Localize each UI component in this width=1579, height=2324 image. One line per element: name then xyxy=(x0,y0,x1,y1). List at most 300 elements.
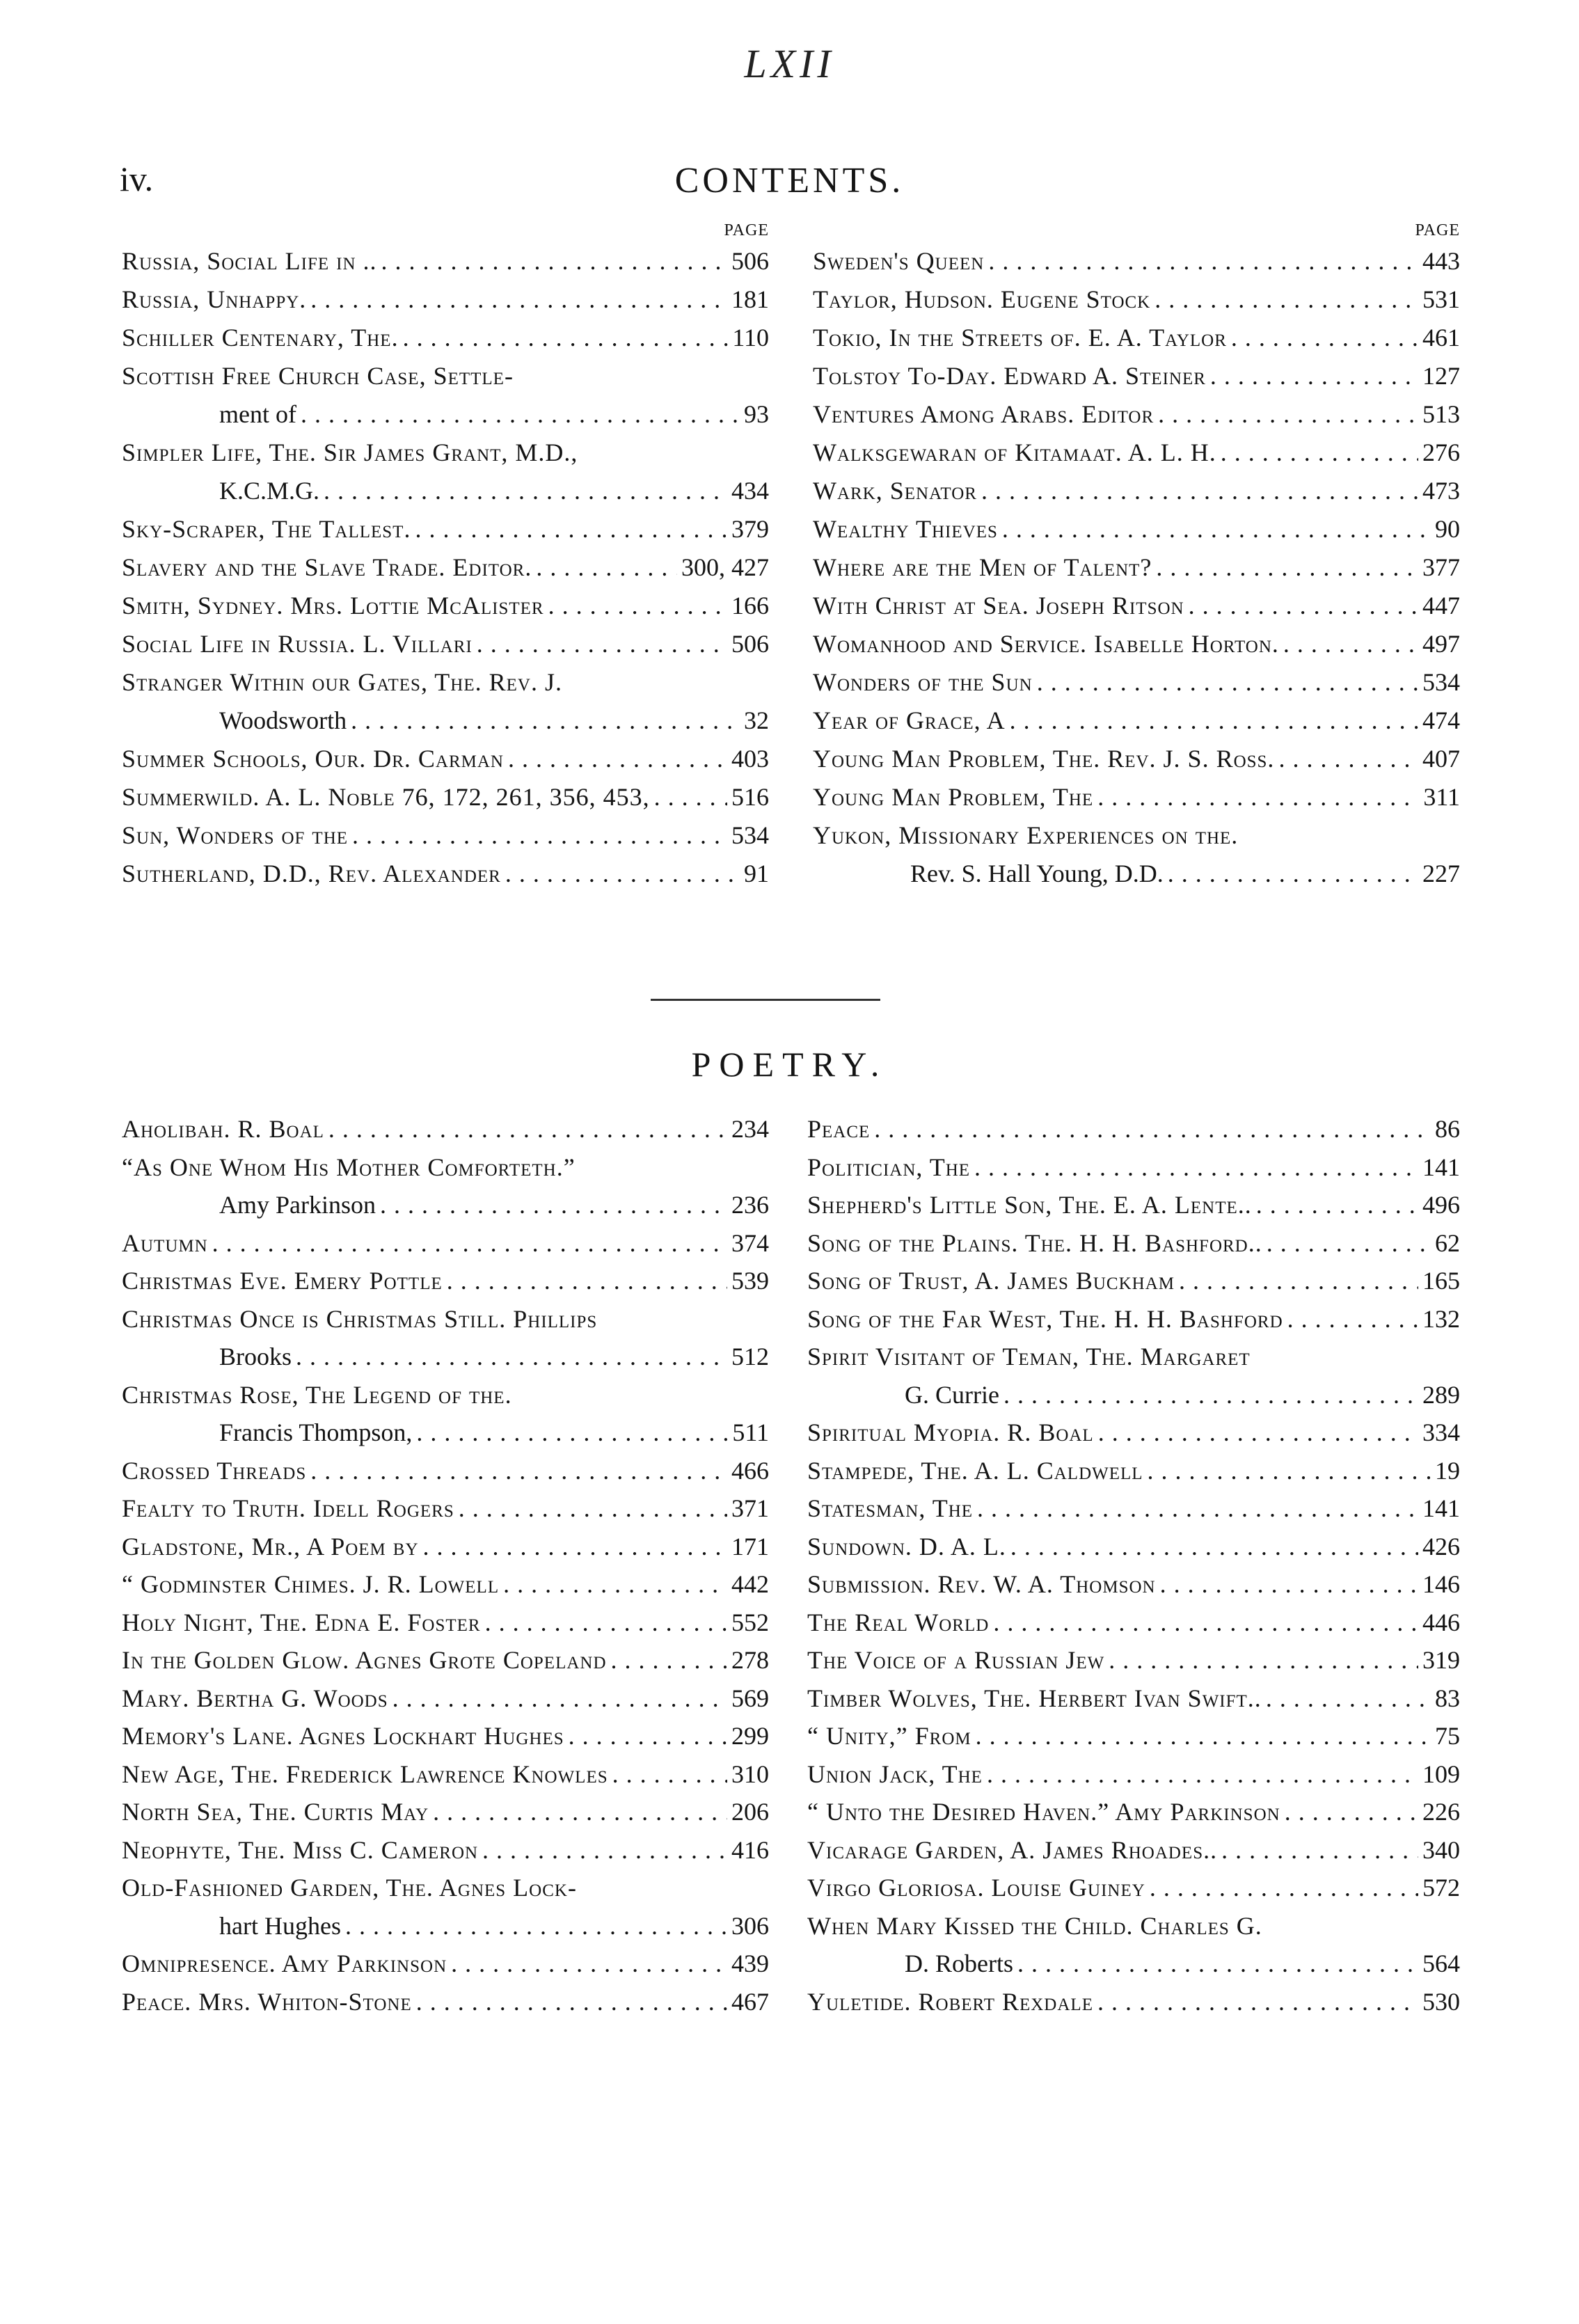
dot-leader xyxy=(1097,1983,1418,2021)
toc-entry-title: Summerwild. A. L. Noble 76, 172, 261, 356, 453, xyxy=(122,783,650,811)
toc-entry xyxy=(813,778,1460,816)
dot-leader xyxy=(380,1186,727,1224)
toc-entry-page: 371 xyxy=(731,1494,769,1522)
dot-leader xyxy=(1155,280,1418,319)
toc-entry-page: 146 xyxy=(1422,1570,1460,1598)
dot-leader xyxy=(548,587,727,625)
toc-entry-page: 141 xyxy=(1422,1153,1460,1181)
dot-leader xyxy=(874,1110,1431,1148)
toc-entry-page: 496 xyxy=(1422,1191,1460,1219)
toc-entry xyxy=(122,1793,769,1831)
toc-entry-title: Francis Thompson, xyxy=(219,1418,413,1446)
toc-entry xyxy=(807,1983,1460,2021)
page-number: iv. xyxy=(120,159,154,198)
dot-leader xyxy=(1109,1641,1418,1679)
toc-entry xyxy=(807,1793,1460,1831)
toc-entry xyxy=(807,1641,1460,1679)
toc-entry xyxy=(122,319,769,357)
toc-entry-title: Timber Wolves, The. Herbert Ivan Swift.. xyxy=(807,1684,1262,1712)
toc-entry-page: 93 xyxy=(744,400,769,428)
toc-entry-heading: Christmas Rose, The Legend of the. xyxy=(122,1380,512,1409)
toc-entry-title: Wark, Senator xyxy=(813,477,977,505)
toc-entry xyxy=(122,855,769,893)
toc-entry xyxy=(122,1565,769,1604)
toc-entry-heading: Stranger Within our Gates, The. Rev. J. xyxy=(122,668,562,696)
toc-entry xyxy=(807,1679,1460,1718)
toc-entry-title: G. Currie xyxy=(905,1380,999,1409)
dot-leader xyxy=(1210,357,1418,395)
toc-entry-title: Sun, Wonders of the xyxy=(122,821,349,849)
toc-entry xyxy=(122,1831,769,1870)
toc-entry-title: Sweden's Queen xyxy=(813,247,985,275)
dot-leader xyxy=(310,280,727,319)
dot-leader xyxy=(1158,395,1418,434)
dot-leader xyxy=(212,1224,727,1263)
dot-leader xyxy=(1231,319,1418,357)
page-column-label: PAGE xyxy=(1415,221,1460,239)
toc-entry-page: 531 xyxy=(1422,285,1460,313)
toc-entry-title: The Real World xyxy=(807,1608,990,1636)
toc-entry-page: 377 xyxy=(1422,553,1460,581)
toc-entry-page: 75 xyxy=(1435,1722,1460,1750)
toc-entry xyxy=(813,625,1460,663)
toc-entry-title: Sky-Scraper, The Tallest. xyxy=(122,515,411,543)
toc-entry-title: Politician, The xyxy=(807,1153,971,1181)
dot-leader xyxy=(1221,434,1418,472)
toc-entry-heading: Scottish Free Church Case, Settle- xyxy=(122,362,514,390)
toc-entry xyxy=(807,1907,1460,1983)
dot-leader xyxy=(403,319,729,357)
dot-leader xyxy=(1221,1831,1418,1870)
dot-leader xyxy=(1283,625,1418,663)
toc-entry xyxy=(122,587,769,625)
dot-leader xyxy=(569,1717,727,1755)
toc-entry-title: Omnipresence. Amy Parkinson xyxy=(122,1950,447,1977)
toc-entry xyxy=(122,625,769,663)
toc-entry-page: 513 xyxy=(1422,400,1460,428)
toc-entry-page: 497 xyxy=(1422,630,1460,658)
toc-entry-page: 442 xyxy=(731,1570,769,1598)
toc-entry-page: 311 xyxy=(1423,783,1460,811)
dot-leader xyxy=(974,1148,1418,1187)
toc-entry-title: Where are the Men of Talent? xyxy=(813,553,1152,581)
toc-entry xyxy=(122,1755,769,1794)
toc-entry-title: ment of xyxy=(219,400,296,428)
toc-entry-page: 511 xyxy=(732,1418,769,1446)
toc-entry-page: 171 xyxy=(731,1532,769,1560)
toc-entry xyxy=(122,1679,769,1718)
toc-entry-title: Memory's Lane. Agnes Lockhart Hughes xyxy=(122,1722,564,1750)
toc-entry xyxy=(807,1224,1460,1263)
toc-entry-title: Union Jack, The xyxy=(807,1760,983,1788)
dot-leader xyxy=(1003,1376,1418,1414)
toc-entry-page: 516 xyxy=(731,783,769,811)
toc-entry-title: Summer Schools, Our. Dr. Carman xyxy=(122,745,504,773)
poetry-right-column xyxy=(807,1110,1460,2021)
toc-entry xyxy=(807,1869,1460,1907)
toc-entry xyxy=(122,1945,769,1983)
poetry-left-column xyxy=(122,1110,769,2021)
dot-leader xyxy=(423,1528,728,1566)
toc-entry xyxy=(807,1338,1460,1414)
toc-entry-title: Smith, Sydney. Mrs. Lottie McAlister xyxy=(122,592,544,619)
toc-entry xyxy=(807,1565,1460,1604)
dot-leader xyxy=(1267,1224,1431,1263)
toc-entry-page: 474 xyxy=(1422,706,1460,734)
toc-entry-title: K.C.M.G. xyxy=(219,477,320,505)
toc-entry xyxy=(122,1262,769,1300)
toc-entry-heading: Simpler Life, The. Sir James Grant, M.D., xyxy=(122,438,578,466)
dot-leader xyxy=(1168,855,1418,893)
toc-entry xyxy=(813,472,1460,510)
dot-leader xyxy=(301,395,740,434)
dot-leader xyxy=(1156,548,1418,587)
toc-entry-title: Ventures Among Arabs. Editor xyxy=(813,400,1155,428)
toc-entry-title: Gladstone, Mr., A Poem by xyxy=(122,1532,419,1560)
dot-leader xyxy=(416,1983,727,2021)
toc-entry xyxy=(122,1869,769,1945)
toc-entry xyxy=(813,242,1460,280)
dot-leader xyxy=(612,1755,727,1794)
toc-entry xyxy=(122,510,769,548)
toc-entry xyxy=(807,1186,1460,1224)
toc-entry xyxy=(807,1300,1460,1338)
toc-entry-page: 512 xyxy=(731,1343,769,1370)
toc-entry-page: 236 xyxy=(731,1191,769,1219)
toc-entry-page: 234 xyxy=(731,1115,769,1143)
toc-entry-page: 226 xyxy=(1422,1798,1460,1826)
dot-leader xyxy=(505,855,740,893)
toc-entry xyxy=(122,1452,769,1490)
toc-entry-title: “ Unto the Desired Haven.” Amy Parkinson xyxy=(807,1798,1280,1826)
toc-entry-title: New Age, The. Frederick Lawrence Knowles xyxy=(122,1760,608,1788)
toc-entry-heading: Christmas Once is Christmas Still. Phillips xyxy=(122,1304,598,1333)
dot-leader xyxy=(352,816,727,855)
prose-right-list xyxy=(813,242,1460,893)
dot-leader xyxy=(416,1414,728,1452)
toc-entry-page: 461 xyxy=(1422,324,1460,351)
toc-entry xyxy=(813,510,1460,548)
dot-leader xyxy=(1179,1262,1418,1300)
toc-entry xyxy=(122,1300,769,1376)
toc-entry xyxy=(807,1604,1460,1642)
dot-leader xyxy=(536,548,677,587)
toc-entry xyxy=(807,1110,1460,1148)
toc-entry-page: 299 xyxy=(731,1722,769,1750)
toc-entry-title: Slavery and the Slave Trade. Editor. xyxy=(122,553,532,581)
toc-entry-page: 466 xyxy=(731,1456,769,1485)
dot-leader xyxy=(381,242,727,280)
toc-entry xyxy=(122,434,769,510)
toc-entry-page: 83 xyxy=(1435,1684,1460,1712)
dot-leader xyxy=(351,702,740,740)
toc-entry-title: Crossed Threads xyxy=(122,1456,307,1485)
dot-leader xyxy=(459,1489,727,1528)
page-title: CONTENTS. xyxy=(674,161,905,200)
toc-entry xyxy=(122,740,769,778)
toc-entry-page: 166 xyxy=(731,592,769,619)
toc-entry xyxy=(807,1528,1460,1566)
toc-entry xyxy=(122,1528,769,1566)
toc-entry-page: 534 xyxy=(1422,668,1460,696)
toc-entry-title: Schiller Centenary, The. xyxy=(122,324,399,351)
toc-entry-page: 467 xyxy=(731,1987,769,2016)
toc-entry-title: Social Life in Russia. L. Villari xyxy=(122,630,473,658)
toc-entry xyxy=(807,1148,1460,1187)
toc-entry-title: Young Man Problem, The xyxy=(813,783,1094,811)
toc-entry xyxy=(813,434,1460,472)
dot-leader xyxy=(485,1604,727,1642)
dot-leader xyxy=(976,1717,1431,1755)
toc-entry-title: Autumn xyxy=(122,1228,208,1257)
toc-entry-title: Russia, Unhappy. xyxy=(122,285,307,313)
dot-leader xyxy=(1002,510,1431,548)
toc-entry-page: 206 xyxy=(731,1798,769,1826)
page-column-label: PAGE xyxy=(724,221,769,239)
toc-entry-title: hart Hughes xyxy=(219,1911,341,1940)
toc-entry-page: 506 xyxy=(731,630,769,658)
toc-entry-title: Brooks xyxy=(219,1343,292,1370)
poetry-right-list xyxy=(807,1110,1460,2021)
toc-entry xyxy=(122,1641,769,1679)
toc-entry xyxy=(807,1831,1460,1870)
dot-leader xyxy=(981,472,1418,510)
toc-entry-page: 310 xyxy=(731,1760,769,1788)
dot-leader xyxy=(1097,778,1419,816)
toc-entry-page: 276 xyxy=(1422,438,1460,466)
toc-entry-title: Christmas Eve. Emery Pottle xyxy=(122,1267,443,1295)
toc-entry-page: 306 xyxy=(731,1911,769,1940)
dot-leader xyxy=(508,740,727,778)
toc-entry-page: 19 xyxy=(1435,1456,1460,1485)
dot-leader xyxy=(1160,1565,1418,1604)
toc-entry xyxy=(122,663,769,740)
dot-leader xyxy=(310,1452,727,1490)
toc-entry-page: 530 xyxy=(1422,1987,1460,2016)
toc-entry-title: Rev. S. Hall Young, D.D. xyxy=(910,860,1164,887)
toc-entry-page: 110 xyxy=(732,324,769,351)
toc-entry-page: 539 xyxy=(731,1267,769,1295)
toc-entry xyxy=(122,280,769,319)
dot-leader xyxy=(988,242,1418,280)
toc-entry xyxy=(813,663,1460,702)
toc-entry-page: 90 xyxy=(1435,515,1460,543)
dot-leader xyxy=(477,625,727,663)
toc-entry-page: 572 xyxy=(1422,1874,1460,1902)
toc-entry-title: Russia, Social Life in .. xyxy=(122,247,377,275)
toc-entry xyxy=(122,778,769,816)
toc-entry xyxy=(813,740,1460,778)
toc-entry xyxy=(813,357,1460,395)
toc-entry-title: Submission. Rev. W. A. Thomson xyxy=(807,1570,1156,1598)
toc-entry-title: Peace. Mrs. Whiton-Stone xyxy=(122,1987,412,2016)
toc-entry-title: Holy Night, The. Edna E. Foster xyxy=(122,1608,481,1636)
toc-entry xyxy=(122,1224,769,1263)
toc-entry-page: 473 xyxy=(1422,477,1460,505)
toc-entry xyxy=(807,1262,1460,1300)
dot-leader xyxy=(345,1907,727,1945)
toc-entry-title: Tolstoy To-Day. Edward A. Steiner xyxy=(813,362,1206,390)
dot-leader xyxy=(503,1565,727,1604)
dot-leader xyxy=(1285,1793,1418,1831)
toc-entry xyxy=(122,1489,769,1528)
prose-left-list xyxy=(122,242,769,893)
dot-leader xyxy=(415,510,727,548)
toc-entry-title: Mary. Bertha G. Woods xyxy=(122,1684,388,1712)
toc-entry-title: Spiritual Myopia. R. Boal xyxy=(807,1418,1094,1446)
toc-entry xyxy=(122,357,769,434)
dot-leader xyxy=(392,1679,727,1718)
dot-leader xyxy=(987,1755,1418,1794)
dot-leader xyxy=(1189,587,1418,625)
toc-entry-title: North Sea, The. Curtis May xyxy=(122,1798,429,1826)
toc-entry-page: 141 xyxy=(1422,1494,1460,1522)
toc-entry-title: Taylor, Hudson. Eugene Stock xyxy=(813,285,1151,313)
dot-leader xyxy=(1150,1869,1418,1907)
toc-entry-page: 569 xyxy=(731,1684,769,1712)
toc-entry-page: 403 xyxy=(731,745,769,773)
toc-entry-page: 109 xyxy=(1422,1760,1460,1788)
toc-entry xyxy=(807,1452,1460,1490)
toc-entry-page: 289 xyxy=(1422,1380,1460,1409)
toc-entry-title: Woodsworth xyxy=(219,706,347,734)
toc-entry-title: Yuletide. Robert Rexdale xyxy=(807,1987,1093,2016)
toc-entry-heading: “As One Whom His Mother Comforteth.” xyxy=(122,1153,576,1181)
toc-entry-heading: When Mary Kissed the Child. Charles G. xyxy=(807,1911,1262,1940)
toc-entry-title: Tokio, In the Streets of. E. A. Taylor xyxy=(813,324,1227,351)
toc-entry-page: 443 xyxy=(1422,247,1460,275)
dot-leader xyxy=(296,1338,727,1376)
dot-leader xyxy=(324,472,727,510)
dot-leader xyxy=(451,1945,727,1983)
toc-entry-page: 227 xyxy=(1422,860,1460,887)
dot-leader xyxy=(1287,1300,1418,1338)
toc-entry xyxy=(813,395,1460,434)
toc-entry-title: Walksgewaran of Kitamaat. A. L. H. xyxy=(813,438,1216,466)
toc-entry-title: Year of Grace, A xyxy=(813,706,1006,734)
toc-entry xyxy=(813,280,1460,319)
toc-entry-page: 374 xyxy=(731,1228,769,1257)
toc-entry xyxy=(813,702,1460,740)
toc-entry xyxy=(813,548,1460,587)
toc-entry-title: Sutherland, D.D., Rev. Alexander xyxy=(122,860,501,887)
toc-entry xyxy=(813,587,1460,625)
toc-entry xyxy=(122,242,769,280)
dot-leader xyxy=(1278,740,1418,778)
dot-leader xyxy=(1266,1679,1431,1718)
toc-entry-page: 446 xyxy=(1422,1608,1460,1636)
toc-entry-title: Amy Parkinson xyxy=(219,1191,376,1219)
toc-entry-title: Neophyte, The. Miss C. Cameron xyxy=(122,1835,479,1864)
dot-leader xyxy=(1256,1186,1418,1224)
toc-entry-title: Womanhood and Service. Isabelle Horton. xyxy=(813,630,1279,658)
toc-entry-title: “ Godminster Chimes. J. R. Lowell xyxy=(122,1570,500,1598)
toc-entry-page: 62 xyxy=(1435,1228,1460,1257)
toc-entry xyxy=(122,1376,769,1452)
dot-leader xyxy=(447,1262,727,1300)
toc-entry-page: 319 xyxy=(1422,1646,1460,1674)
toc-entry xyxy=(813,816,1460,893)
toc-entry-title: Song of Trust, A. James Buckham xyxy=(807,1267,1175,1295)
toc-entry-title: Young Man Problem, The. Rev. J. S. Ross. xyxy=(813,745,1275,773)
poetry-left-list xyxy=(122,1110,769,2021)
toc-entry-page: 439 xyxy=(731,1950,769,1977)
toc-entry-page: 300, 427 xyxy=(681,553,769,581)
toc-entry-heading: Old-Fashioned Garden, The. Agnes Lock- xyxy=(122,1874,577,1902)
toc-entry-page: 407 xyxy=(1422,745,1460,773)
dot-leader xyxy=(433,1793,727,1831)
toc-entry-page: 379 xyxy=(731,515,769,543)
handwritten-page-mark: LXII xyxy=(744,41,835,86)
dot-leader xyxy=(1098,1414,1418,1452)
toc-entry-page: 426 xyxy=(1422,1532,1460,1560)
toc-entry xyxy=(807,1755,1460,1794)
toc-entry-page: 340 xyxy=(1422,1835,1460,1864)
toc-entry-title: Wonders of the Sun xyxy=(813,668,1033,696)
toc-entry xyxy=(122,1983,769,2021)
dot-leader xyxy=(1010,702,1418,740)
dot-leader xyxy=(482,1831,727,1870)
toc-entry xyxy=(122,548,769,587)
toc-entry-title: Song of the Plains. The. H. H. Bashford.. xyxy=(807,1228,1262,1257)
toc-entry-page: 278 xyxy=(731,1646,769,1674)
toc-entry-title: Fealty to Truth. Idell Rogers xyxy=(122,1494,454,1522)
toc-entry-title: The Voice of a Russian Jew xyxy=(807,1646,1105,1674)
dot-leader xyxy=(1010,1528,1418,1566)
dot-leader xyxy=(977,1489,1418,1528)
toc-entry xyxy=(122,1604,769,1642)
dot-leader xyxy=(1037,663,1418,702)
toc-entry-page: 165 xyxy=(1422,1267,1460,1295)
toc-entry-title: With Christ at Sea. Joseph Ritson xyxy=(813,592,1184,619)
toc-entry-page: 564 xyxy=(1422,1950,1460,1977)
toc-entry-page: 552 xyxy=(731,1608,769,1636)
toc-entry-title: Aholibah. R. Boal xyxy=(122,1115,324,1143)
toc-entry-page: 506 xyxy=(731,247,769,275)
toc-entry-title: D. Roberts xyxy=(905,1950,1013,1977)
toc-entry-page: 181 xyxy=(731,285,769,313)
toc-entry xyxy=(122,1148,769,1224)
dot-leader xyxy=(654,778,727,816)
toc-entry-title: Virgo Gloriosa. Louise Guiney xyxy=(807,1874,1145,1902)
section-divider xyxy=(651,999,880,1001)
toc-entry-title: “ Unity,” From xyxy=(807,1722,971,1750)
toc-entry-page: 416 xyxy=(731,1835,769,1864)
toc-entry-page: 32 xyxy=(744,706,769,734)
toc-entry-title: Stampede, The. A. L. Caldwell xyxy=(807,1456,1143,1485)
toc-entry xyxy=(813,319,1460,357)
toc-entry xyxy=(122,816,769,855)
toc-entry-page: 447 xyxy=(1422,592,1460,619)
toc-entry-page: 434 xyxy=(731,477,769,505)
toc-entry-heading: Yukon, Missionary Experiences on the. xyxy=(813,821,1239,849)
dot-leader xyxy=(611,1641,728,1679)
toc-entry-title: In the Golden Glow. Agnes Grote Copeland xyxy=(122,1646,607,1674)
prose-left-column xyxy=(122,221,769,893)
toc-entry-title: Shepherd's Little Son, The. E. A. Lente.. xyxy=(807,1191,1252,1219)
toc-entry-title: Vicarage Garden, A. James Rhoades.. xyxy=(807,1835,1218,1864)
toc-entry-title: Peace xyxy=(807,1115,871,1143)
toc-entry-title: Song of the Far West, The. H. H. Bashford xyxy=(807,1304,1283,1333)
dot-leader xyxy=(1148,1452,1431,1490)
toc-entry-page: 127 xyxy=(1422,362,1460,390)
toc-entry-title: Wealthy Thieves xyxy=(813,515,998,543)
toc-entry xyxy=(122,1110,769,1148)
toc-entry xyxy=(807,1489,1460,1528)
dot-leader xyxy=(1017,1945,1418,1983)
toc-entry-title: Statesman, The xyxy=(807,1494,974,1522)
toc-entry-page: 86 xyxy=(1435,1115,1460,1143)
